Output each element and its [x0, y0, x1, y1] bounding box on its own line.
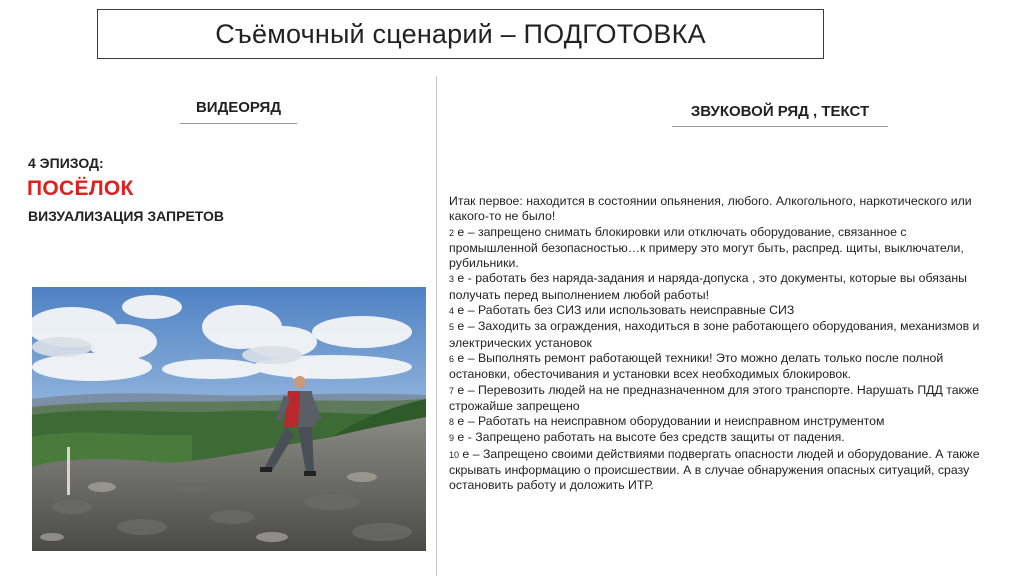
- visualization-subtitle: ВИЗУАЛИЗАЦИЯ ЗАПРЕТОВ: [28, 208, 224, 224]
- list-item: [449, 225, 994, 272]
- item-number: 4: [449, 306, 455, 317]
- list-item: [449, 414, 994, 430]
- item-number: 2: [449, 227, 455, 238]
- item-text: е – Работать на неисправном оборудовании и неисправном инструментом: [454, 414, 885, 429]
- worker-photo: [32, 287, 426, 551]
- list-item: [449, 430, 994, 446]
- item-text: е – Работать без СИЗ или использовать неисправные СИЗ: [454, 303, 795, 318]
- item-number: 6: [449, 353, 455, 364]
- video-column-heading: ВИДЕОРЯД: [180, 99, 297, 124]
- title-box: [97, 9, 824, 59]
- item-number: 9: [449, 433, 455, 444]
- item-text: е – Запрещено своими действиями подвергать опасности людей и оборудование. А также скрывать информацию о происшествии. А в случае обнаружения опасных ситуаций, сразу остановить работу и доложить ИТР.: [449, 446, 980, 493]
- item-text: е – Заходить за ограждения, находиться в зоне работающего оборудования, механизмов и электрических установок: [449, 319, 980, 350]
- list-item: [449, 351, 994, 383]
- script-text: [449, 194, 994, 494]
- item-number: 10: [449, 449, 460, 460]
- item-number: 3: [449, 274, 455, 285]
- list-item: [449, 303, 994, 319]
- item-text: е – запрещено снимать блокировки или отключать оборудование, связанное с промышленной безопасностью…к примеру это могут быть, распред. щиты, выключатели, рубильники.: [449, 224, 964, 271]
- page-title: Съёмочный сценарий – ПОДГОТОВКА: [215, 18, 706, 49]
- list-item: [449, 319, 994, 351]
- item-number: 7: [449, 385, 455, 396]
- intro-paragraph: Итак первое: находится в состоянии опьянения, любого. Алкогольного, наркотического или какого-то не было!: [449, 194, 972, 224]
- list-item: [449, 383, 994, 415]
- list-item: [449, 271, 994, 303]
- list-item: [449, 447, 994, 494]
- item-text: е - Запрещено работать на высоте без средств защиты от падения.: [454, 430, 845, 445]
- item-number: 5: [449, 322, 455, 333]
- episode-label: 4 ЭПИЗОД:: [28, 155, 104, 171]
- item-text: е - работать без наряда-задания и наряда-допуска , это документы, которые вы обязаны получать перед выполнением любой работы!: [449, 271, 968, 302]
- item-text: е – Перевозить людей на не предназначенном для этого транспорте. Нарушать ПДД также строжайше запрещено: [449, 382, 980, 413]
- place-title: ПОСЁЛОК: [27, 177, 134, 200]
- column-divider: [436, 76, 437, 576]
- item-text: е – Выполнять ремонт работающей техники! Это можно делать только после полной остановки, обесточивания и установки всех необходимых блокировок.: [449, 350, 944, 382]
- item-number: 8: [449, 417, 455, 428]
- audio-column-heading: ЗВУКОВОЙ РЯД , ТЕКСТ: [672, 103, 888, 127]
